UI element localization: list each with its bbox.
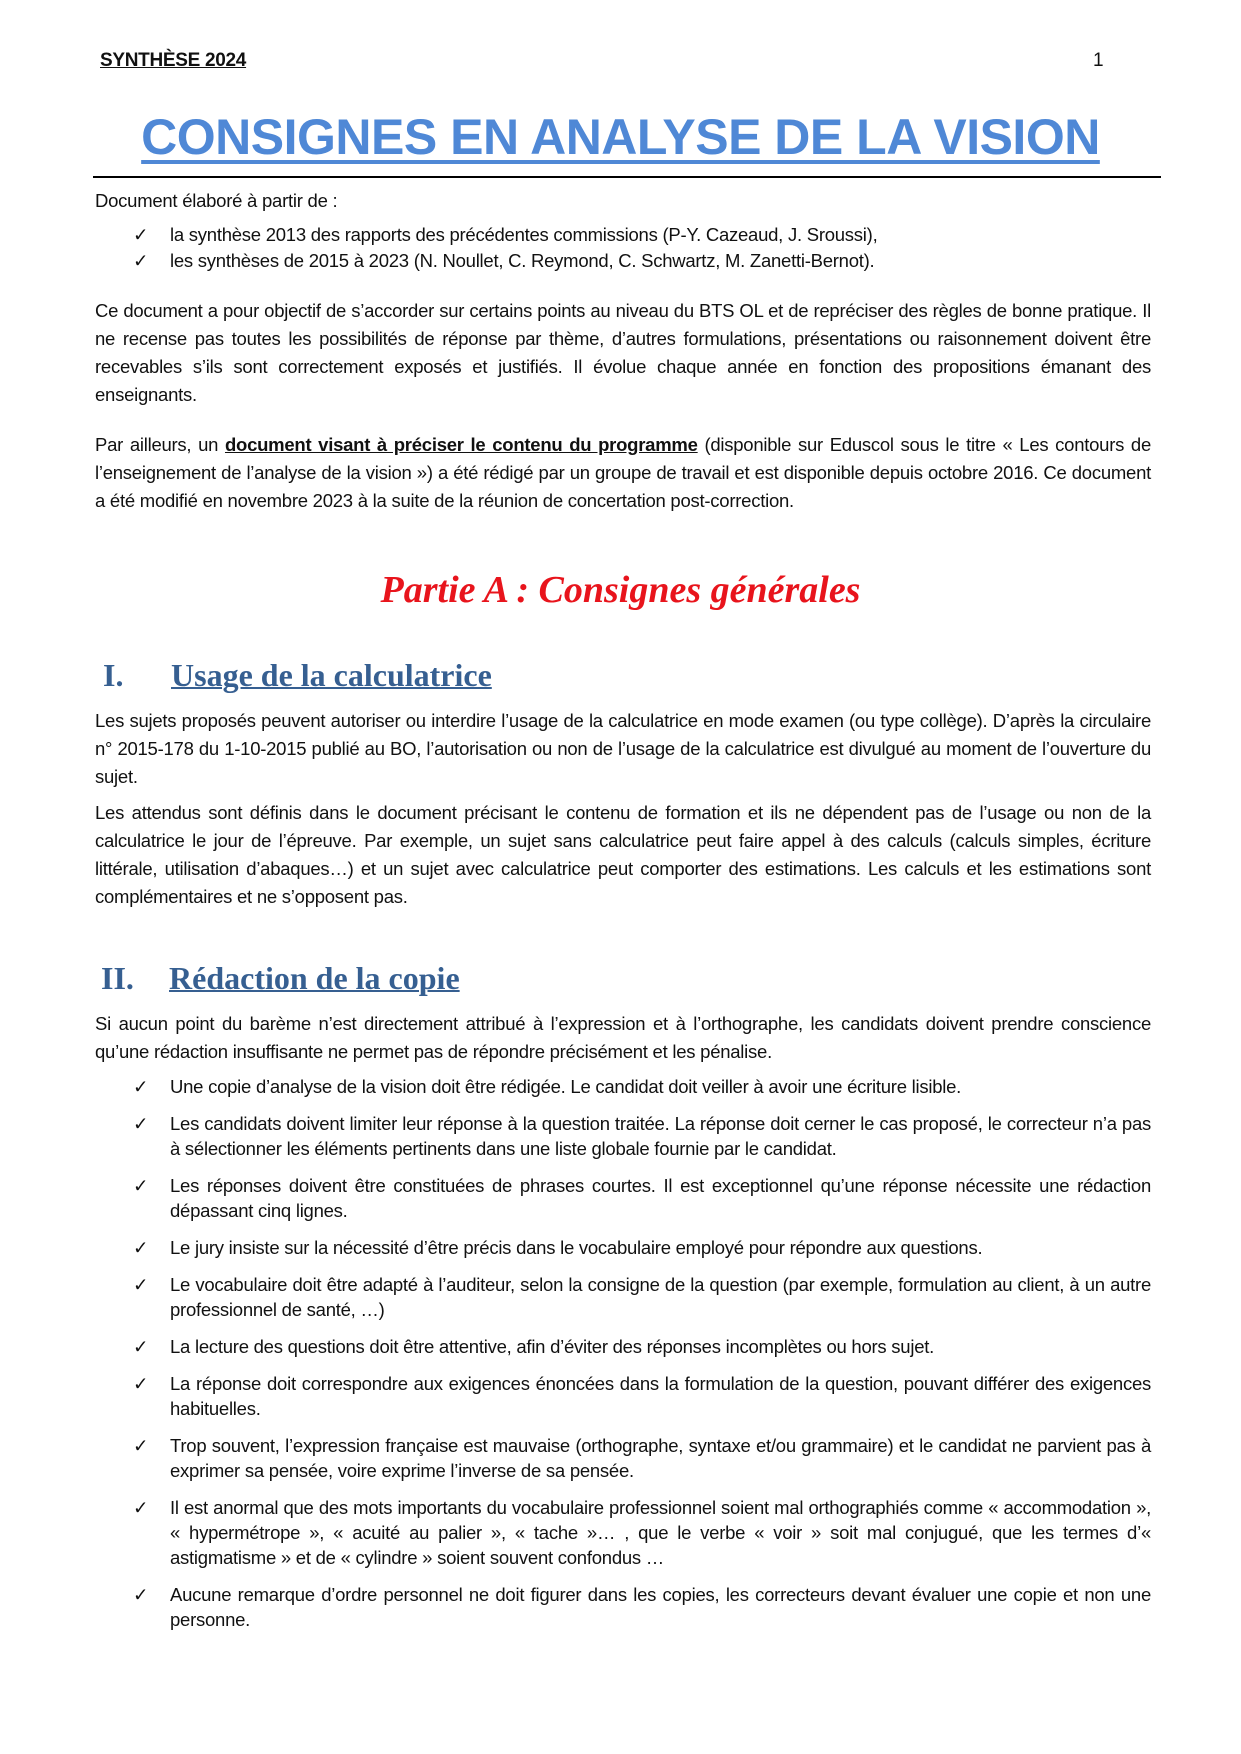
check-icon: ✓ [133, 1497, 149, 1518]
writing-guidelines-list [95, 1074, 1151, 1644]
section2-paragraph: Si aucun point du barème n’est directement attribué à l’expression et à l’orthographe, les candidats doivent prendre conscience qu’une rédaction insuffisante ne permet pas de répondre précisément et les pénalise. [95, 1013, 1151, 1062]
section1-paragraph-2: Les attendus sont définis dans le document précisant le contenu de formation et ils ne dépendent pas de l’usage ou non de la calculatrice le jour de l’épreuve. Par exemple, un sujet sans calculatrice peut faire appel à des calculs (calculs simples, écriture littérale, utilisation d’abaques…) et un sujet avec calculatrice peut comporter des estimations. Les calculs et les estimations sont complémentaires et ne s’opposent pas. [95, 802, 1151, 907]
list-item-text: Les réponses doivent être constituées de phrases courtes. Il est exceptionnel qu’une réponse nécessite une rédaction dépassant cinq lignes. [170, 1175, 1151, 1221]
header-label: SYNTHÈSE 2024 [100, 50, 247, 71]
check-icon: ✓ [133, 1584, 149, 1605]
list-item [95, 1074, 1151, 1099]
check-icon: ✓ [133, 1237, 149, 1258]
section-heading-1 [103, 657, 492, 694]
list-item-text: Une copie d’analyse de la vision doit être rédigée. Le candidat doit veiller à avoir une écriture lisible. [170, 1076, 962, 1097]
check-icon: ✓ [133, 250, 149, 271]
check-icon: ✓ [133, 1076, 149, 1097]
part-heading: Partie A : Consignes générales [380, 569, 861, 611]
list-item-text: la synthèse 2013 des rapports des précédentes commissions (P-Y. Cazeaud, J. Sroussi), [170, 224, 878, 245]
list-item [95, 1111, 1151, 1161]
section-title: Usage de la calculatrice [171, 657, 492, 693]
check-icon: ✓ [133, 1274, 149, 1295]
check-icon: ✓ [133, 1373, 149, 1394]
text: Par ailleurs, un [95, 434, 225, 455]
section-number: I. [103, 657, 124, 693]
list-item [95, 248, 1151, 274]
title-divider [93, 176, 1161, 178]
section-title: Rédaction de la copie [169, 960, 460, 996]
section1-paragraph: Les sujets proposés peuvent autoriser ou interdire l’usage de la calculatrice en mode examen (ou type collège). D’après la circulaire n° 2015-178 du 1-10-2015 publié au BO, l’autorisation ou non de l’usage de la calculatrice est divulgué au moment de l’ouverture du sujet. [95, 710, 1151, 787]
list-item-text: La lecture des questions doit être attentive, afin d’éviter des réponses incomplètes ou hors sujet. [170, 1336, 935, 1357]
section-heading-2 [101, 960, 460, 997]
list-item [95, 1173, 1151, 1223]
list-item-text: Le vocabulaire doit être adapté à l’auditeur, selon la consigne de la question (par exemple, formulation au client, à un autre professionnel de santé, …) [170, 1274, 1151, 1320]
list-item-text: Trop souvent, l’expression française est mauvaise (orthographe, syntaxe et/ou grammaire) et le candidat ne parvient pas à exprimer sa pensée, voire exprime l’inverse de sa pensée. [170, 1435, 1151, 1481]
intro-lead: Document élaboré à partir de : [95, 190, 338, 211]
document-title [0, 108, 1241, 166]
list-item-text: Il est anormal que des mots importants du vocabulaire professionnel soient mal orthographiés comme « accommodation », « hypermétrope », « acuité au palier », « tache »… , que le verbe « voir » soit mal conjugué, que les termes d’« astigmatisme » et de « cylindre » soient souvent confondus … [170, 1497, 1151, 1568]
text: (disponible sur Eduscol sous le titre « Les contours de l’enseignement de l’analyse de la vision ») a été rédigé par un groupe de travail et est disponible depuis octobre 2016. Ce document a été modifié en novembre 2023 à la suite de la réunion de concertation post-correction. [95, 434, 1151, 511]
intro-paragraph: Ce document a pour objectif de s’accorder sur certains points au niveau du BTS OL et de repréciser des règles de bonne pratique. Il ne recense pas toutes les possibilités de réponse par thème, d’autres formulations, présentations ou raisonnement doivent être recevables s’ils sont correctement exposés et justifiés. Il évolue chaque année en fonction des propositions émanant des enseignants. [95, 300, 1151, 405]
check-icon: ✓ [133, 1113, 149, 1134]
list-item-text: Aucune remarque d’ordre personnel ne doit figurer dans les copies, les correcteurs devant évaluer une copie et non une personne. [170, 1584, 1151, 1630]
list-item [95, 1582, 1151, 1632]
check-icon: ✓ [133, 224, 149, 245]
list-item [95, 222, 1151, 248]
list-item-text: La réponse doit correspondre aux exigences énoncées dans la formulation de la question, pouvant différer des exigences habituelles. [170, 1373, 1151, 1419]
check-icon: ✓ [133, 1435, 149, 1456]
document-title-text: CONSIGNES EN ANALYSE DE LA VISION [141, 109, 1100, 165]
programme-document-link[interactable]: document visant à préciser le contenu du programme [224, 434, 698, 455]
list-item [95, 1272, 1151, 1322]
intro-paragraph-2 [95, 431, 1151, 515]
list-item [95, 1371, 1151, 1421]
list-item [95, 1495, 1151, 1570]
check-icon: ✓ [133, 1175, 149, 1196]
list-item-text: Les candidats doivent limiter leur réponse à la question traitée. La réponse doit cerner le cas proposé, le correcteur n’a pas à sélectionner les éléments pertinents dans une liste globale fournie par le candidat. [170, 1113, 1151, 1159]
list-item [95, 1235, 1151, 1260]
list-item-text: les synthèses de 2015 à 2023 (N. Noullet, C. Reymond, C. Schwartz, M. Zanetti-Bernot). [170, 250, 875, 271]
list-item-text: Le jury insiste sur la nécessité d’être précis dans le vocabulaire employé pour répondre aux questions. [170, 1237, 983, 1258]
list-item [95, 1334, 1151, 1359]
page-number: 1 [1093, 50, 1104, 71]
section-number: II. [101, 960, 134, 996]
check-icon: ✓ [133, 1336, 149, 1357]
sources-list [95, 222, 1151, 274]
list-item [95, 1433, 1151, 1483]
